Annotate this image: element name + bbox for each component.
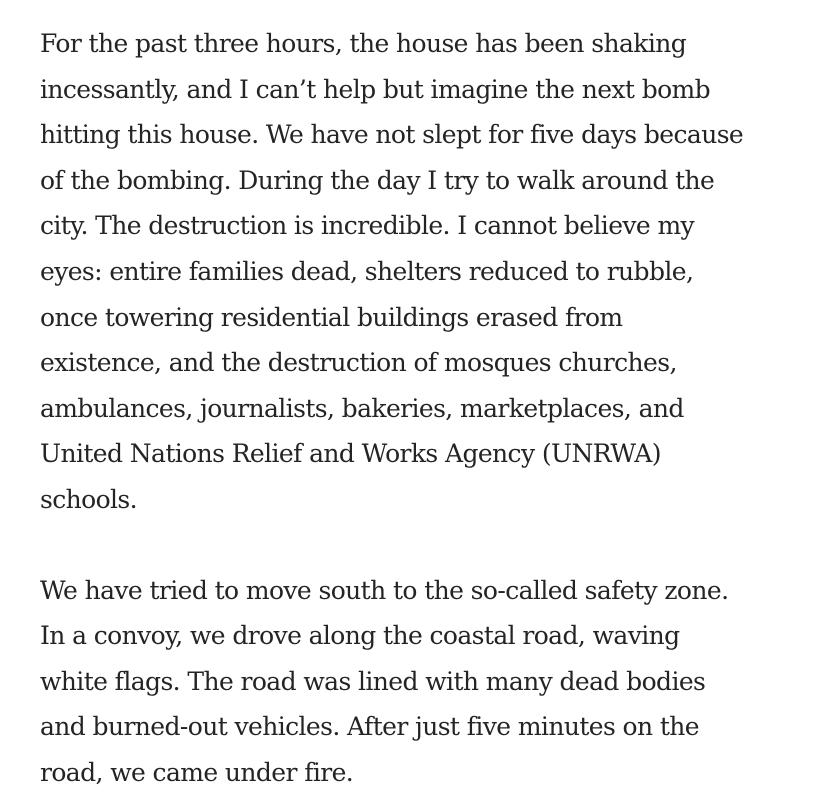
paragraph-line: For the past three hours, the house has been shaking bbox=[40, 29, 687, 58]
paragraph-line: hitting this house. We have not slept for five days because bbox=[40, 120, 744, 150]
paragraph-line: existence, and the destruction of mosques churches, bbox=[40, 348, 677, 378]
paragraph-line: schools. bbox=[40, 484, 138, 514]
paragraph-line: white flags. The road was lined with many dead bodies bbox=[40, 666, 706, 696]
paragraph-line: city. The destruction is incredible. I cannot believe my bbox=[40, 211, 695, 241]
paragraph-line: ambulances, journalists, bakeries, marketplaces, and bbox=[40, 393, 684, 423]
paragraph-line: road, we came under fire. bbox=[40, 757, 354, 787]
paragraph-line: of the bombing. During the day I try to walk around the bbox=[40, 165, 715, 195]
paragraph-line: eyes: entire families dead, shelters reduced to rubble, bbox=[40, 256, 694, 286]
paragraph-line: and burned-out vehicles. After just five minutes on the bbox=[40, 712, 699, 742]
paragraph-line: incessantly, and I can’t help but imagine the next bomb bbox=[40, 74, 711, 104]
paragraph-line: We have tried to move south to the so-called safety zone. bbox=[40, 575, 729, 605]
paragraph-line: once towering residential buildings erased from bbox=[40, 302, 623, 332]
paragraph-line: United Nations Relief and Works Agency (UNRWA) bbox=[40, 439, 661, 469]
paragraph-1 bbox=[40, 21, 810, 523]
paragraph-2 bbox=[40, 568, 810, 796]
article-body bbox=[40, 21, 810, 796]
paragraph-line: In a convoy, we drove along the coastal road, waving bbox=[40, 621, 680, 651]
